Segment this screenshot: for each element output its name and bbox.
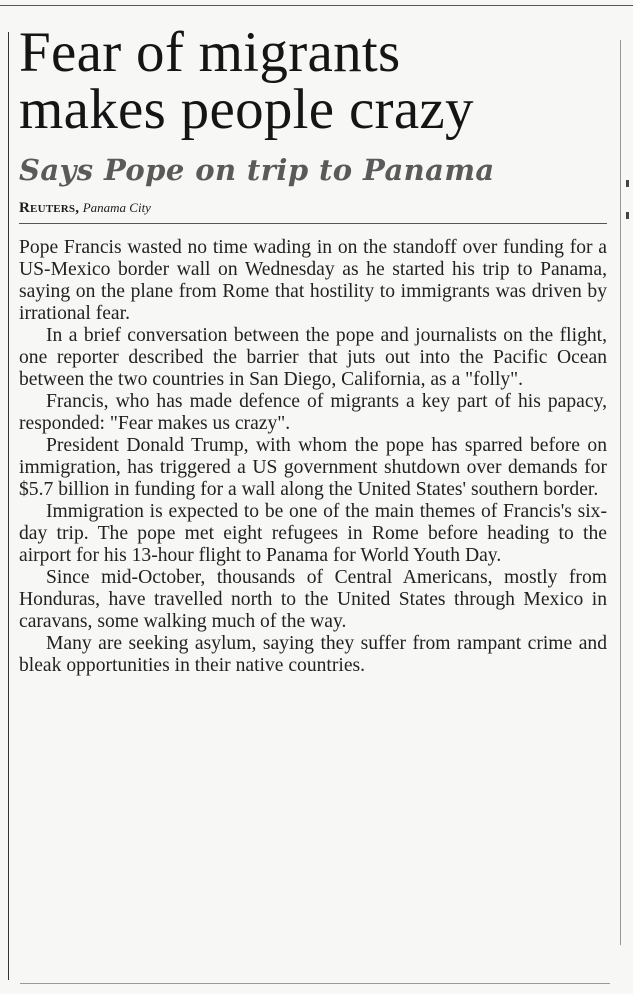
left-column-rule bbox=[8, 32, 9, 980]
article-paragraph: President Donald Trump, with whom the pope has sparred before on immigration, has triggered a US government shutdown over demands for $5.7 billion in funding for a wall along the United States' southern border. bbox=[19, 435, 607, 500]
byline-location: Panama City bbox=[82, 200, 151, 215]
bottom-column-rule bbox=[20, 983, 610, 984]
article-body bbox=[19, 237, 607, 677]
top-column-rule bbox=[0, 5, 633, 6]
article-paragraph: Francis, who has made defence of migrants a key part of his papacy, responded: "Fear makes us crazy". bbox=[19, 391, 607, 434]
article-paragraph: Many are seeking asylum, saying they suffer from rampant crime and bleak opportunities in their native countries. bbox=[19, 633, 607, 676]
headline-line-1: Fear of migrants bbox=[19, 21, 401, 84]
article-paragraph: Since mid-October, thousands of Central Americans, mostly from Honduras, have travelled north to the United States through Mexico in caravans, some walking much of the way. bbox=[19, 567, 607, 632]
byline bbox=[19, 198, 610, 219]
article-paragraph: In a brief conversation between the pope and journalists on the flight, one reporter described the barrier that juts out into the Pacific Ocean between the two countries in San Diego, California, as a "folly". bbox=[19, 325, 607, 390]
adjacent-column-edge-mark bbox=[626, 180, 629, 187]
adjacent-column-edge-mark bbox=[626, 212, 629, 219]
byline-divider bbox=[19, 223, 607, 224]
subheadline: Says Pope on trip to Panama bbox=[19, 153, 495, 187]
headline-line-2: makes people crazy bbox=[19, 78, 474, 141]
article-paragraph: Immigration is expected to be one of the main themes of Francis's six-day trip. The pope met eight refugees in Rome before heading to the airport for his 13-hour flight to Panama for World Youth Day. bbox=[19, 501, 607, 566]
right-column-rule bbox=[620, 40, 621, 945]
byline-agency: Reuters, bbox=[19, 200, 80, 216]
news-article bbox=[19, 21, 610, 677]
headline bbox=[19, 21, 610, 141]
article-paragraph: Pope Francis wasted no time wading in on the standoff over funding for a US-Mexico border wall on Wednesday as he started his trip to Panama, saying on the plane from Rome that hostility to immigrants was driven by irrational fear. bbox=[19, 237, 607, 324]
